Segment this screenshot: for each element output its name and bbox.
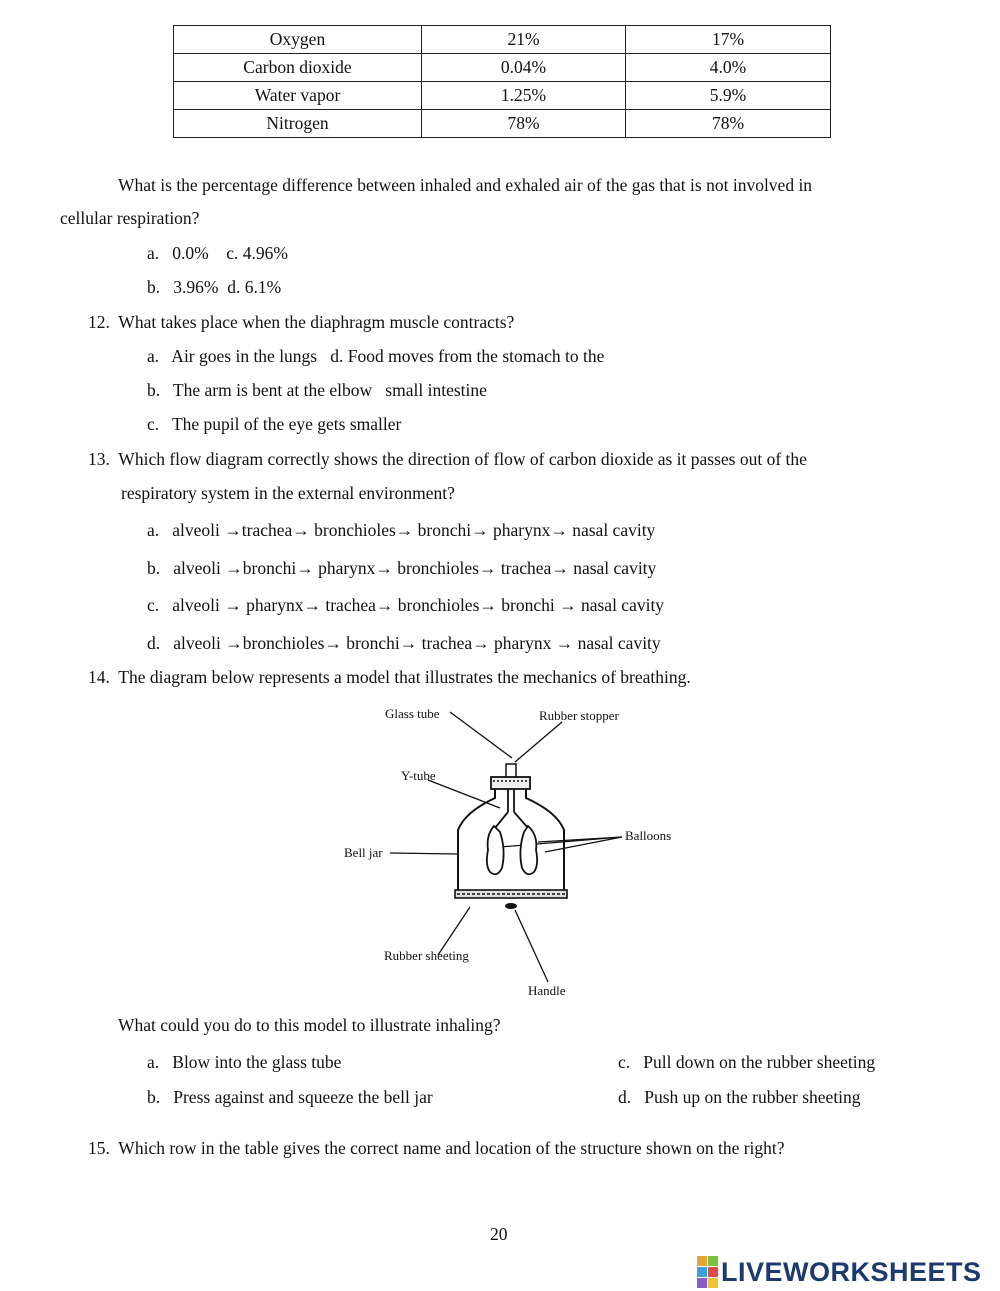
table-cell: 78% bbox=[626, 110, 831, 138]
label-glass-tube: Glass tube bbox=[385, 706, 440, 721]
table-cell: 21% bbox=[422, 26, 626, 54]
gas-composition-table bbox=[173, 25, 831, 138]
q11-text-line1: What is the percentage difference between inhaled and exhaled air of the gas that is not involved in bbox=[118, 175, 813, 195]
table-cell: Carbon dioxide bbox=[174, 54, 422, 82]
table-row bbox=[174, 54, 831, 82]
q12-option-b: b. The arm is bent at the elbow small intestine bbox=[147, 380, 487, 400]
label-handle: Handle bbox=[528, 983, 566, 998]
table-cell: 78% bbox=[422, 110, 626, 138]
label-bell-jar: Bell jar bbox=[344, 845, 383, 860]
table-row bbox=[174, 110, 831, 138]
q14-option-b: b. Press against and squeeze the bell jar bbox=[147, 1087, 433, 1107]
table-cell: 4.0% bbox=[626, 54, 831, 82]
table-cell: 17% bbox=[626, 26, 831, 54]
table-cell: 0.04% bbox=[422, 54, 626, 82]
logo-blocks-icon bbox=[697, 1256, 718, 1288]
table-cell: 5.9% bbox=[626, 82, 831, 110]
q11-option-a: a. 0.0% c. 4.96% bbox=[147, 243, 288, 263]
label-balloons: Balloons bbox=[625, 828, 672, 843]
table-cell: Water vapor bbox=[174, 82, 422, 110]
label-rubber-stopper: Rubber stopper bbox=[539, 708, 619, 723]
label-rubber-sheeting: Rubber sheeting bbox=[384, 948, 469, 963]
page-number: 20 bbox=[490, 1224, 508, 1244]
q14-option-c: c. Pull down on the rubber sheeting bbox=[618, 1052, 876, 1072]
label-y-tube: Y-tube bbox=[401, 768, 436, 783]
q13-option-c: c. alveoli → pharynx→ trachea→ bronchioles→ bronchi → nasal cavity bbox=[147, 595, 665, 615]
q14-prompt: What could you do to this model to illustrate inhaling? bbox=[118, 1015, 501, 1035]
q12-text: 12. What takes place when the diaphragm muscle contracts? bbox=[88, 312, 515, 332]
q11-text-line2: cellular respiration? bbox=[60, 208, 200, 228]
table-cell: Nitrogen bbox=[174, 110, 422, 138]
q12-option-a: a. Air goes in the lungs d. Food moves from the stomach to the bbox=[147, 346, 605, 366]
table-cell: Oxygen bbox=[174, 26, 422, 54]
q11-option-b: b. 3.96% d. 6.1% bbox=[147, 277, 282, 297]
q13-option-a: a. alveoli →trachea→ bronchioles→ bronchi→ pharynx→ nasal cavity bbox=[147, 520, 656, 540]
q13-option-d: d. alveoli →bronchioles→ bronchi→ trachea→ pharynx → nasal cavity bbox=[147, 633, 661, 653]
q14-text: 14. The diagram below represents a model that illustrates the mechanics of breathing. bbox=[88, 667, 691, 687]
q14-option-d: d. Push up on the rubber sheeting bbox=[618, 1087, 861, 1107]
q13-text-line1: 13. Which flow diagram correctly shows the direction of flow of carbon dioxide as it passes out of the bbox=[88, 449, 807, 469]
q15-text: 15. Which row in the table gives the correct name and location of the structure shown on the right? bbox=[88, 1138, 785, 1158]
liveworksheets-logo bbox=[697, 1256, 982, 1288]
table-row bbox=[174, 26, 831, 54]
q13-option-b: b. alveoli →bronchi→ pharynx→ bronchioles→ trachea→ nasal cavity bbox=[147, 558, 657, 578]
q14-option-a: a. Blow into the glass tube bbox=[147, 1052, 342, 1072]
q13-text-line2: respiratory system in the external environment? bbox=[121, 483, 455, 503]
table-row bbox=[174, 82, 831, 110]
q12-option-c: c. The pupil of the eye gets smaller bbox=[147, 414, 402, 434]
table-cell: 1.25% bbox=[422, 82, 626, 110]
brand-name: LIVEWORKSHEETS bbox=[721, 1256, 982, 1287]
bell-jar-diagram bbox=[290, 700, 710, 1005]
